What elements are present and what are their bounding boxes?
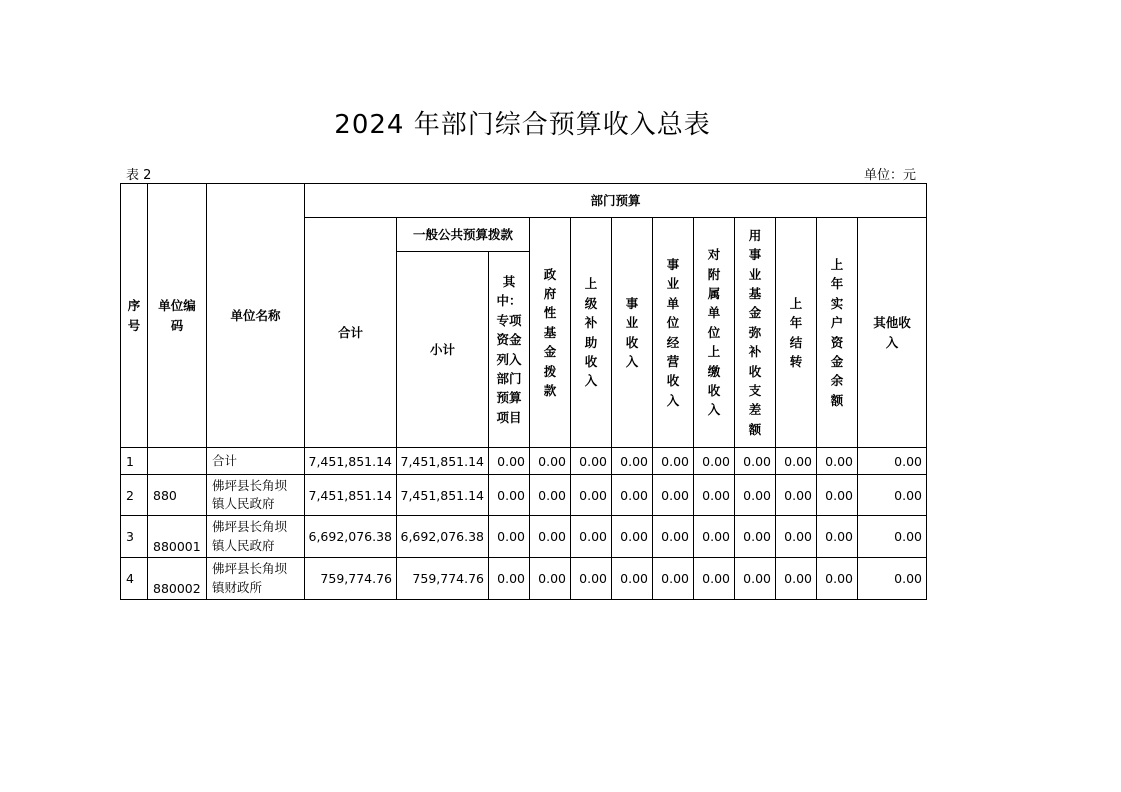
cell-affiliated-income: 0.00 [694,448,735,475]
cell-code: 880001 [148,516,207,558]
table-row [121,448,927,475]
header-subtotal: 小计 [397,252,489,448]
header-fund-supplement: 用事业基金弥补收支差额 [735,218,776,448]
budget-income-table [120,183,927,600]
cell-upper-subsidy: 0.00 [571,475,612,516]
cell-subtotal: 6,692,076.38 [397,516,489,558]
cell-business-income: 0.00 [653,516,694,558]
cell-affiliated-income: 0.00 [694,475,735,516]
table-row [121,475,927,516]
cell-special-project: 0.00 [489,475,530,516]
cell-account-balance: 0.00 [817,516,858,558]
cell-code: 880 [148,475,207,516]
cell-fund-supplement: 0.00 [735,448,776,475]
cell-affiliated-income: 0.00 [694,558,735,600]
cell-upper-subsidy: 0.00 [571,558,612,600]
cell-upper-subsidy: 0.00 [571,516,612,558]
cell-account-balance: 0.00 [817,558,858,600]
header-affiliated-income: 对附属单位上缴收入 [694,218,735,448]
table-row [121,516,927,558]
cell-carryover: 0.00 [776,558,817,600]
header-unit-code: 单位编码 [148,184,207,448]
header-total: 合计 [305,218,397,448]
cell-special-project: 0.00 [489,516,530,558]
cell-fund-supplement: 0.00 [735,475,776,516]
cell-seq: 3 [121,516,148,558]
cell-seq: 2 [121,475,148,516]
header-general-public: 一般公共预算拨款 [397,218,530,252]
header-account-balance: 上年实户资金余额 [817,218,858,448]
cell-career-income: 0.00 [612,475,653,516]
cell-subtotal: 7,451,851.14 [397,475,489,516]
cell-upper-subsidy: 0.00 [571,448,612,475]
cell-special-project: 0.00 [489,448,530,475]
header-carryover: 上年结转 [776,218,817,448]
cell-gov-fund: 0.00 [530,448,571,475]
table-row [121,558,927,600]
cell-other-income: 0.00 [858,475,927,516]
header-other-income: 其他收入 [858,218,927,448]
cell-other-income: 0.00 [858,516,927,558]
cell-total: 759,774.76 [305,558,397,600]
header-seq: 序号 [121,184,148,448]
cell-seq: 4 [121,558,148,600]
cell-career-income: 0.00 [612,448,653,475]
cell-carryover: 0.00 [776,448,817,475]
cell-name: 佛坪县长角坝镇人民政府 [207,516,305,558]
cell-special-project: 0.00 [489,558,530,600]
unit-label: 单位：元 [864,168,917,183]
header-career-income: 事业收入 [612,218,653,448]
cell-subtotal: 7,451,851.14 [397,448,489,475]
cell-business-income: 0.00 [653,448,694,475]
header-gov-fund: 政府性基金拨款 [530,218,571,448]
cell-fund-supplement: 0.00 [735,516,776,558]
cell-fund-supplement: 0.00 [735,558,776,600]
cell-gov-fund: 0.00 [530,516,571,558]
cell-seq: 1 [121,448,148,475]
cell-total: 7,451,851.14 [305,475,397,516]
cell-code [148,448,207,475]
cell-code: 880002 [148,558,207,600]
cell-business-income: 0.00 [653,558,694,600]
header-unit-name: 单位名称 [207,184,305,448]
cell-affiliated-income: 0.00 [694,516,735,558]
header-special-project: 其中：专项资金列入部门预算项目 [489,252,530,448]
cell-gov-fund: 0.00 [530,475,571,516]
cell-name: 佛坪县长角坝镇人民政府 [207,475,305,516]
cell-carryover: 0.00 [776,475,817,516]
cell-other-income: 0.00 [858,558,927,600]
cell-account-balance: 0.00 [817,475,858,516]
cell-subtotal: 759,774.76 [397,558,489,600]
header-dept-budget: 部门预算 [305,184,927,218]
cell-carryover: 0.00 [776,516,817,558]
cell-name: 合计 [207,448,305,475]
cell-other-income: 0.00 [858,448,927,475]
cell-career-income: 0.00 [612,516,653,558]
header-upper-subsidy: 上级补助收入 [571,218,612,448]
cell-total: 6,692,076.38 [305,516,397,558]
cell-business-income: 0.00 [653,475,694,516]
cell-career-income: 0.00 [612,558,653,600]
table-number-label: 表 2 [126,168,152,183]
cell-account-balance: 0.00 [817,448,858,475]
page-title: 2024 年部门综合预算收入总表 [334,110,711,140]
cell-name: 佛坪县长角坝镇财政所 [207,558,305,600]
cell-total: 7,451,851.14 [305,448,397,475]
header-business-income: 事业单位经营收入 [653,218,694,448]
cell-gov-fund: 0.00 [530,558,571,600]
